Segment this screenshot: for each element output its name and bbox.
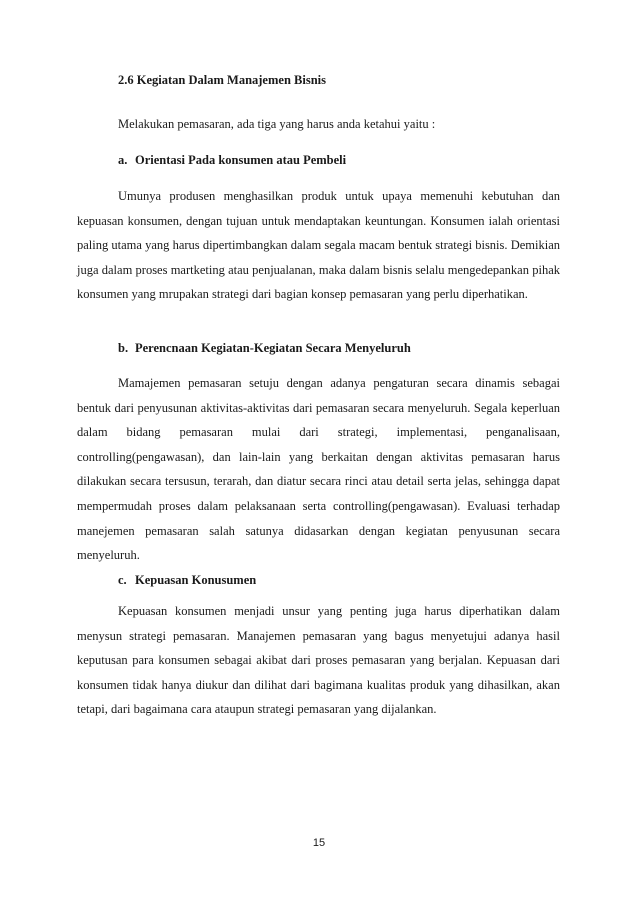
subsection-letter: c. — [118, 573, 127, 587]
section-number: 2.6 — [118, 73, 134, 87]
section-title: Kegiatan Dalam Manajemen Bisnis — [136, 73, 326, 87]
subsection-title: Perencnaan Kegiatan-Kegiatan Secara Menyeluruh — [135, 341, 411, 355]
paragraph-b: Mamajemen pemasaran setuju dengan adanya pengaturan secara dinamis sebagai bentuk dari penyusunan aktivitas-aktivitas dari pemasaran secara menyeluruh. Segala keperluan dalam bidang pemasaran mulai dari strategi, implementasi, penganalisaan, controlling(pengawasan), dan lain-lain yang berkaitan dengan aktivitas pemasaran harus dilakukan secara tersusun, terarah, dan diatur secara rinci atau detail serta jelas, sehingga dapat mempermudah proses dalam pelaksanaan serta controlling(pengawasan). Evaluasi terhadap manejemen pemasaran salah satunya didasarkan dengan kegiatan penyusunan secara menyeluruh. — [77, 376, 560, 563]
subsection-heading-a — [118, 153, 346, 168]
paragraph-c: Kepuasan konsumen menjadi unsur yang penting juga harus diperhatikan dalam menysun strategi pemasaran. Manajemen pemasaran yang bagus menyetujui adanya hasil keputusan para konsumen sebagai akibat dari proses pemasaran yang berjalan. Kepuasan dari konsumen tidak hanya diukur dan dilihat dari bagimana kualitas produk yang dihasilkan, akan tetapi, dari bagaimana cara ataupun strategi pemasaran yang dijalankan. — [77, 604, 560, 717]
subsection-heading-b — [118, 341, 411, 356]
subsection-heading-c — [118, 573, 256, 588]
page-number: 15 — [312, 837, 326, 849]
subsection-letter: a. — [118, 153, 128, 167]
subsection-title: Kepuasan Konusumen — [135, 573, 257, 587]
subsection-title: Orientasi Pada konsumen atau Pembeli — [135, 153, 347, 167]
intro-text: Melakukan pemasaran, ada tiga yang harus anda ketahui yaitu : — [118, 117, 436, 131]
paragraph-a: Umunya produsen menghasilkan produk untuk upaya memenuhi kebutuhan dan kepuasan konsumen, dengan tujuan untuk mendaptakan keuntungan. Konsumen ialah orientasi paling utama yang harus dipertimbangkan dalam segala macam bentuk strategi bisnis. Demikian juga dalam proses martketing atau penjualanan, maka dalam bisnis selalu mengedepankan pihak konsumen yang mrupakan strategi dari bagian konsep pemasaran yang perlu diperhatikan. — [77, 189, 560, 302]
section-heading — [118, 73, 326, 88]
subsection-letter: b. — [118, 341, 129, 355]
